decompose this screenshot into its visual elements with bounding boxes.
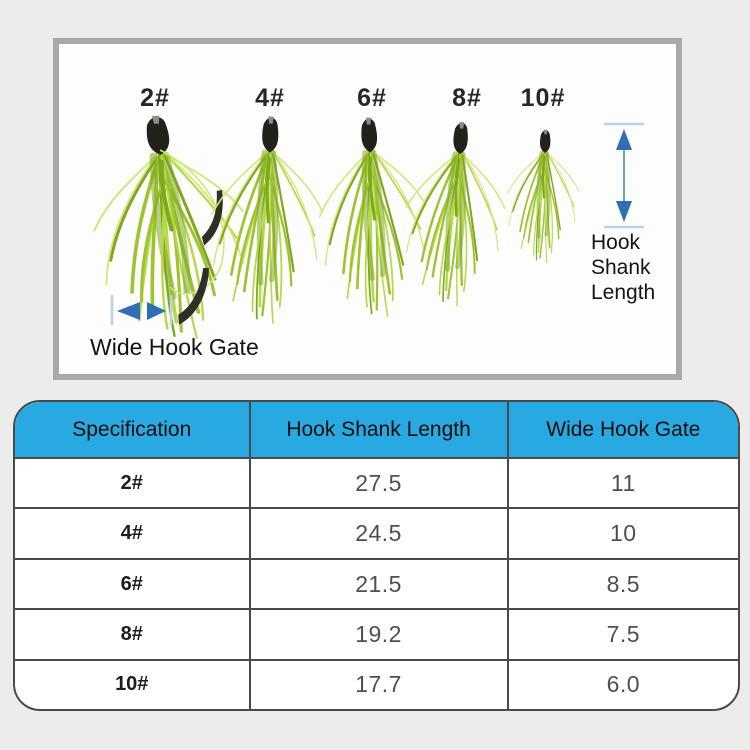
spec-cell: 8# [120,622,143,645]
hook-shank-length-line: Hook [591,231,641,254]
table-header-wide-hook-gate: Wide Hook Gate [507,402,738,457]
spec-cell: 4# [120,522,143,545]
spec-cell: 6# [120,572,143,595]
size-label-6: 6# [357,84,387,112]
table-row [15,558,738,608]
table-row [15,507,738,557]
jig-photo-6 [315,115,432,320]
gate-cell: 8.5 [507,560,738,608]
gate-cell: 6.0 [507,661,738,709]
shank-cell: 19.2 [249,610,507,658]
jig-photo-10 [505,128,581,263]
jig-photo-4 [208,115,326,325]
jig-photo-8 [400,119,511,309]
shank-cell: 27.5 [249,459,507,507]
size-label-2: 2# [140,84,170,112]
shank-cell: 21.5 [249,560,507,608]
size-label-8: 8# [452,84,482,112]
gate-cell: 10 [507,509,738,557]
gate-cell: 11 [507,459,738,507]
shank-cell: 24.5 [249,509,507,557]
table-header-row [15,402,738,457]
table-header-hook-shank-length: Hook Shank Length [249,402,507,457]
jig-photo-2 [80,110,258,346]
size-label-4: 4# [255,84,285,112]
table-header-specification: Specification [72,417,192,441]
specification-table [13,400,740,711]
table-row [15,608,738,658]
hook-shank-length-arrow [604,124,644,227]
hook-shank-length-label [591,230,655,305]
gate-cell: 7.5 [507,610,738,658]
product-photo-panel [53,38,682,380]
wide-hook-gate-label: Wide Hook Gate [90,334,259,360]
spec-cell: 2# [120,471,143,494]
spec-cell: 10# [115,673,149,696]
shank-cell: 17.7 [249,661,507,709]
hook-shank-length-line: Shank [591,256,651,279]
hook-shank-length-line: Length [591,281,656,304]
table-row [15,659,738,709]
size-label-10: 10# [520,84,566,112]
table-row [15,457,738,507]
